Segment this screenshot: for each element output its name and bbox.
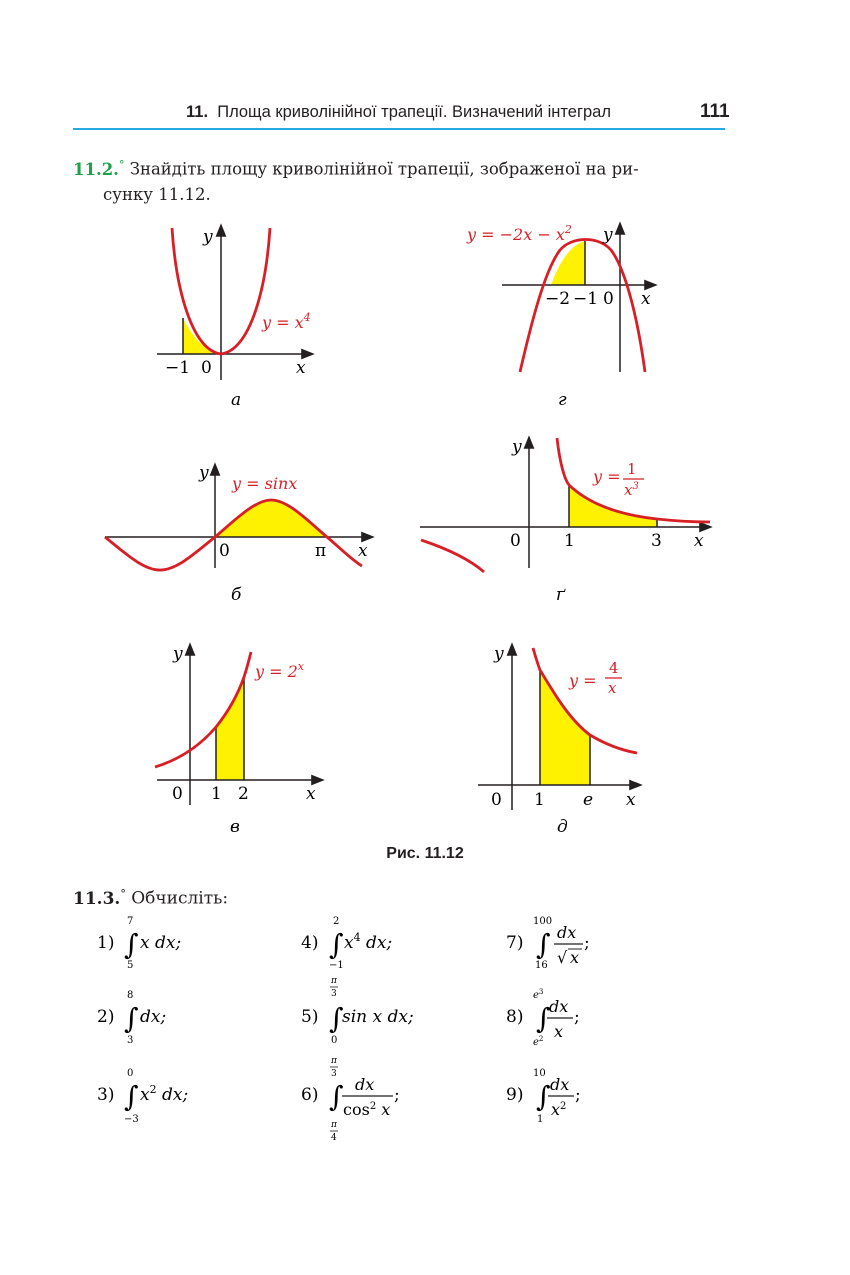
svg-text:5): 5) [301, 1007, 319, 1027]
function-label: y = [569, 671, 597, 690]
svg-text:π: π [331, 1120, 337, 1130]
svg-text:π: π [331, 1056, 337, 1066]
svg-text:;: ; [574, 1007, 580, 1027]
integral-sign: ∫ [536, 1080, 551, 1113]
svg-text:10: 10 [533, 1068, 546, 1079]
integral-sign: ∫ [124, 1080, 139, 1113]
exercise-text-line2: сунку 11.12. [103, 184, 211, 204]
svg-text:16: 16 [535, 960, 548, 971]
x-axis-label: x [694, 531, 704, 551]
svg-text:;: ; [584, 933, 590, 953]
svg-text:x dx;: x dx; [140, 933, 182, 953]
integral-item-7 [506, 916, 590, 971]
integral-item-1 [97, 916, 181, 971]
svg-text:dx: dx [550, 1075, 570, 1094]
svg-text:7): 7) [506, 933, 524, 953]
tick-label: 1 [564, 531, 575, 551]
svg-text:6): 6) [301, 1085, 319, 1105]
figure-label: в [230, 817, 240, 837]
tick-label: 0 [491, 790, 502, 810]
integral-sign: ∫ [124, 1002, 139, 1035]
svg-text:;: ; [394, 1085, 400, 1105]
y-axis-label: y [603, 225, 613, 245]
figure-label: ґ [556, 585, 565, 605]
figure-d [478, 644, 640, 837]
svg-text:sin x dx;: sin x dx; [342, 1007, 414, 1027]
fraction-denominator: x [608, 679, 617, 697]
tick-label: 1 [534, 790, 545, 810]
tick-label: 1 [211, 784, 222, 804]
svg-text:dx: dx [549, 997, 569, 1016]
x-axis-label: x [626, 790, 636, 810]
figure-v [155, 644, 322, 837]
tick-label: 0 [172, 784, 183, 804]
integral-item-9 [506, 1068, 581, 1125]
integral-sign: ∫ [536, 1002, 551, 1035]
figure-a [157, 226, 312, 410]
figure-label: б [231, 585, 242, 605]
exercise-title: Обчисліть: [131, 888, 229, 909]
integral-sign: ∫ [329, 1080, 344, 1113]
svg-text:x: x [554, 1022, 564, 1041]
figure-caption: Рис. 11.12 [386, 845, 464, 862]
svg-text:dx;: dx; [140, 1007, 167, 1027]
exercise-text: Знайдіть площу криволінійної трапеції, зображеної на ри- [129, 159, 639, 179]
tick-label: 0 [603, 289, 614, 309]
tick-label: 3 [651, 531, 662, 551]
integral-item-5 [301, 976, 414, 1046]
svg-text:cos2 x: $\cos^2 x$ [343, 1100, 391, 1119]
svg-text:−3: −3 [124, 1114, 139, 1125]
function-label: $y = x^4$ [262, 311, 311, 332]
tick-label: 2 [238, 784, 249, 804]
svg-text:5: 5 [127, 960, 134, 971]
tick-label: 0 [201, 358, 212, 378]
y-axis-label: y [173, 644, 183, 664]
svg-text:100: 100 [533, 916, 553, 927]
svg-text:x2 dx;: $x^2$ dx; [140, 1083, 189, 1105]
integral-item-8 [506, 988, 580, 1048]
chapter-number: 11. [186, 103, 209, 121]
svg-text:2): 2) [97, 1007, 115, 1027]
svg-text:3): 3) [97, 1085, 115, 1105]
svg-text:3: 3 [331, 989, 337, 999]
tick-label: −1 [165, 358, 191, 378]
svg-text:1: 1 [537, 1114, 544, 1125]
figure-label: д [557, 817, 568, 837]
page-number: 111 [700, 101, 730, 122]
tick-label: 0 [510, 531, 521, 551]
exercise-number: 11.3.° [73, 887, 126, 909]
svg-text:8): 8) [506, 1007, 524, 1027]
tick-label: −2 [545, 289, 571, 309]
svg-text:4: 4 [331, 1133, 337, 1143]
integral-sign: ∫ [536, 928, 551, 961]
svg-text:π: π [331, 976, 337, 986]
svg-text:x: x [570, 948, 580, 967]
integral-item-4 [301, 916, 392, 971]
svg-text:e3: $e^3$ [533, 988, 544, 1001]
shaded-area [569, 485, 657, 527]
svg-text:−1: −1 [329, 960, 344, 971]
integral-sign: ∫ [124, 928, 139, 961]
figure-g [466, 223, 655, 410]
tick-label: π [315, 541, 327, 561]
y-axis-label: y [512, 437, 522, 457]
function-label: y = [593, 467, 621, 486]
x-axis-label: x [358, 541, 368, 561]
curve-negative [421, 540, 484, 572]
chapter-title: Площа криволінійної трапеції. Визначений інтеграл [217, 103, 611, 121]
function-label: y = sinx [232, 474, 298, 493]
fraction-numerator: 1 [627, 460, 637, 478]
function-label: $y = 2^x$ [255, 660, 305, 681]
svg-text:x2: $x^2$ [551, 1100, 567, 1119]
figure-gg [420, 437, 710, 605]
shaded-area [551, 241, 585, 285]
svg-text:0: 0 [127, 1068, 134, 1079]
svg-text:3: 3 [127, 1035, 134, 1046]
svg-text:4): 4) [301, 933, 319, 953]
fraction-numerator: 4 [609, 659, 619, 677]
tick-label: e [583, 790, 594, 810]
svg-text:e2: $e^2$ [533, 1035, 544, 1048]
x-axis-label: x [296, 358, 306, 378]
integral-list [0, 900, 850, 1160]
svg-text:7: 7 [127, 916, 134, 927]
exercise-number: 11.2.° [73, 158, 125, 179]
svg-text:2: 2 [333, 916, 340, 927]
shaded-area [215, 500, 327, 537]
fraction-denominator: $x^3$ [624, 481, 639, 499]
svg-text:9): 9) [506, 1085, 524, 1105]
x-axis-label: x [641, 289, 651, 309]
figure-b [105, 463, 372, 605]
integral-item-3 [97, 1068, 188, 1125]
svg-text:0: 0 [331, 1035, 338, 1046]
y-axis-label: y [203, 227, 213, 247]
integral-item-6 [301, 1056, 400, 1143]
shaded-area [216, 677, 244, 780]
tick-label: 0 [219, 541, 230, 561]
x-axis-label: x [306, 784, 316, 804]
svg-text:dx: dx [557, 923, 577, 942]
integral-item-2 [97, 990, 166, 1046]
svg-text:x4 dx;: $x^4$ dx; [344, 931, 393, 953]
figure-label: г [558, 390, 567, 410]
y-axis-label: y [494, 644, 504, 664]
svg-text:3: 3 [331, 1069, 337, 1079]
figure-label: а [231, 390, 242, 410]
y-axis-label: y [199, 463, 209, 483]
shaded-area [183, 318, 221, 354]
tick-label: −1 [573, 289, 599, 309]
integral-sign: ∫ [329, 928, 344, 961]
function-label: $y = -2x - x^2$ [467, 223, 572, 244]
svg-text:dx: dx [355, 1075, 375, 1094]
integral-sign: ∫ [329, 1002, 344, 1035]
svg-text:1): 1) [97, 933, 115, 953]
svg-text:;: ; [575, 1085, 581, 1105]
sqrt-sign: √ [557, 948, 568, 967]
svg-text:8: 8 [127, 990, 134, 1001]
